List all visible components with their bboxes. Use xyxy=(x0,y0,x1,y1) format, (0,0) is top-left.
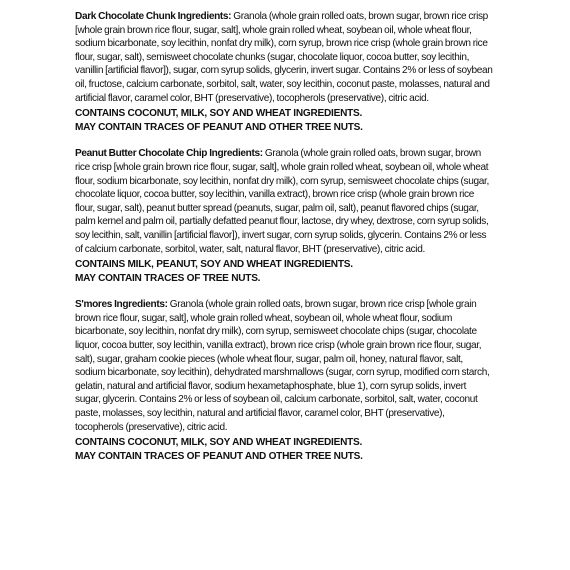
may-contain-line: MAY CONTAIN TRACES OF PEANUT AND OTHER TREE NUTS. xyxy=(75,450,363,462)
contains-line: CONTAINS COCONUT, MILK, SOY AND WHEAT INGREDIENTS. xyxy=(75,108,363,120)
section-title: S'mores Ingredients: xyxy=(75,299,168,311)
ingredients-text: Granola (whole grain rolled oats, brown sugar, brown rice crisp [whole grain brown rice flour, sugar, salt], whole grain rolled wheat, soybean oil, whole wheat flour, sodium bicarbonate, soy lecithin, nonfat dry milk), corn syrup, semisweet chocolate chips (sugar, chocolate liquor, cocoa butter, soy lecithin, vanilla extract), brown rice crisp (whole grain brown rice flour, sugar, salt), peanut butter spread (peanuts, sugar, palm oil, salt), peanut flavored chips (sugar, palm kernel and palm oil, partially defatted peanut flour, lactose, dry whey, dextrose, corn syrup solids, soy lecithin, salt, vanillin [artificial flavor]), invert sugar, corn syrup solids, glycerin. Contains 2% or less of calcium carbonate, sorbitol, water, salt, natural flavor, BHT (preservative), citric acid. xyxy=(75,148,489,255)
smores-section xyxy=(75,298,506,463)
contains-line: CONTAINS MILK, PEANUT, SOY AND WHEAT INGREDIENTS. xyxy=(75,259,353,271)
dark-chocolate-chunk-section xyxy=(75,10,506,134)
ingredients-paragraph xyxy=(75,10,493,105)
contains-line: CONTAINS COCONUT, MILK, SOY AND WHEAT INGREDIENTS. xyxy=(75,437,363,449)
section-title: Peanut Butter Chocolate Chip Ingredients: xyxy=(75,148,263,160)
allergen-contains-statement xyxy=(75,436,493,463)
ingredients-paragraph xyxy=(75,298,493,434)
allergen-contains-statement xyxy=(75,258,493,285)
ingredients-paragraph xyxy=(75,147,493,256)
ingredients-text: Granola (whole grain rolled oats, brown sugar, brown rice crisp [whole grain brown rice flour, sugar, salt], whole grain rolled wheat, soybean oil, whole wheat flour, sodium bicarbonate, soy lecithin, nonfat dry milk), corn syrup, semisweet chocolate chips (sugar, chocolate liquor, cocoa butter, soy lecithin, vanilla extract), brown rice crisp (whole grain brown rice flour, sugar, salt), sugar, graham cookie pieces (whole wheat flour, sugar, palm oil, honey, natural flavor, salt, sodium bicarbonate, soy lecithin), dehydrated marshmallows (sugar, corn syrup, modified corn starch, gelatin, natural and artificial flavor, sodium hexametaphosphate, blue 1), corn syrup solids, invert sugar, glycerin. Contains 2% or less of soybean oil, calcium carbonate, sorbitol, salt, water, coconut paste, molasses, soy lecithin, natural and artificial flavor, caramel color, BHT (preservative), tocopherols (preservative), citric acid. xyxy=(75,299,490,433)
may-contain-line: MAY CONTAIN TRACES OF TREE NUTS. xyxy=(75,272,261,284)
may-contain-line: MAY CONTAIN TRACES OF PEANUT AND OTHER TREE NUTS. xyxy=(75,121,363,133)
section-title: Dark Chocolate Chunk Ingredients: xyxy=(75,11,232,22)
allergen-contains-statement xyxy=(75,107,493,134)
ingredients-text: Granola (whole grain rolled oats, brown sugar, brown rice crisp [whole grain brown rice flour, sugar, salt], whole grain rolled wheat, soybean oil, whole wheat flour, sodium bicarbonate, soy lecithin, nonfat dry milk), corn syrup, brown rice crisp (whole grain brown rice flour, sugar, salt), semisweet chocolate chunks (sugar, chocolate liquor, cocoa butter, soy lecithin, vanillin [artificial flavor]), sugar, corn syrup solids, glycerin, invert sugar. Contains 2% or less of soybean oil, fructose, calcium carbonate, sorbitol, salt, water, soy lecithin, coconut paste, molasses, natural and artificial flavor, caramel color, BHT (preservative), tocopherols (preservative), citric acid. xyxy=(75,11,493,104)
peanut-butter-chocolate-chip-section xyxy=(75,147,506,285)
